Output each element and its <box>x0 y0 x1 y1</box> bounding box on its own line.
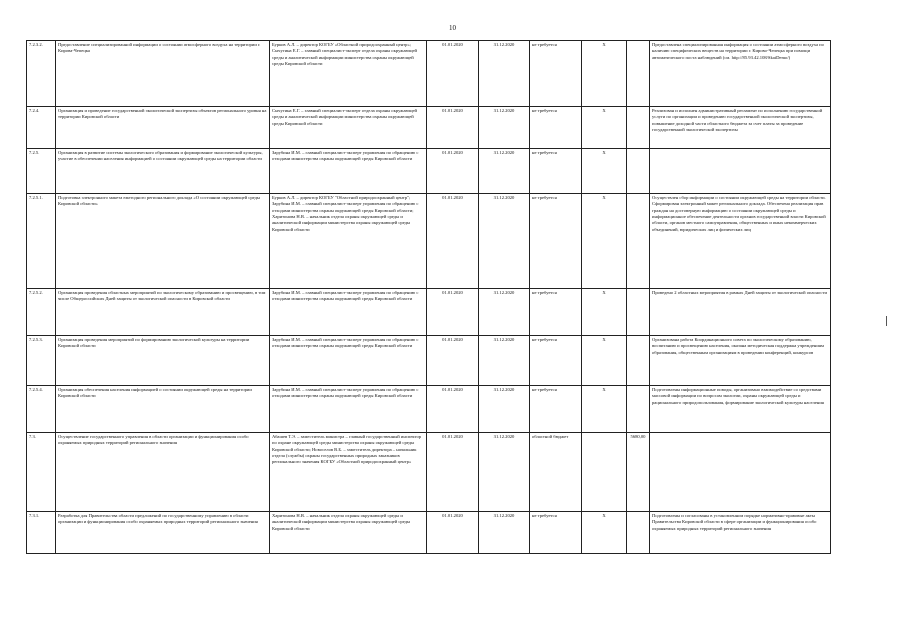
mark-cell: X <box>582 512 627 554</box>
mark-cell: X <box>582 41 627 107</box>
mark-cell: X <box>582 336 627 386</box>
responsible-cell: Зарубина И.М. – главный специалист-эксперт управления по обращению с отходами министерства охраны окружающей среды Кировской области <box>270 336 427 386</box>
margin-mark <box>886 316 887 326</box>
mark-cell: X <box>582 107 627 149</box>
start-date-cell: 01.01.2020 <box>427 512 479 554</box>
row-number: 7.2.5.3. <box>27 336 56 386</box>
start-date-cell: 01.01.2020 <box>427 194 479 289</box>
row-number: 7.2.3.2. <box>27 41 56 107</box>
result-cell <box>650 433 831 512</box>
mark-cell <box>582 433 627 512</box>
event-cell: Организация проведения мероприятий по формированию экологической культуры на территории Кировской области <box>56 336 270 386</box>
start-date-cell: 01.01.2020 <box>427 107 479 149</box>
row-number: 7.2.4. <box>27 107 56 149</box>
funding-source-cell: не требуется <box>530 41 582 107</box>
table-row <box>27 194 831 289</box>
amount-cell <box>627 386 650 433</box>
mark-cell: X <box>582 289 627 336</box>
funding-source-cell: не требуется <box>530 512 582 554</box>
table-row <box>27 386 831 433</box>
funding-source-cell: не требуется <box>530 336 582 386</box>
page-number: 10 <box>449 24 456 32</box>
table-row <box>27 289 831 336</box>
mark-cell: X <box>582 149 627 194</box>
table-row <box>27 41 831 107</box>
row-number: 7.2.5.2. <box>27 289 56 336</box>
start-date-cell: 01.01.2020 <box>427 386 479 433</box>
start-date-cell: 01.01.2020 <box>427 149 479 194</box>
responsible-cell: Харитонова Н.В. – начальник отдела охраны окружающей среды и аналитической информации министерства охраны окружающей среды Кировской области <box>270 512 427 554</box>
funding-source-cell: не требуется <box>530 289 582 336</box>
funding-source-cell: не требуется <box>530 107 582 149</box>
result-cell: Предоставлена специализированная информация о состоянии атмосферного воздуха по наличию специфических веществ на территории г. Кирово-Чепецка при помощи автоматического поста наблюдений (см. http://85.93.42.108/SkaiDemo/) <box>650 41 831 107</box>
amount-cell: 5680,00 <box>627 433 650 512</box>
event-cell: Организация в развитие системы экологического образования и формирование экологической культуры, участие в обеспечении населения информацией о состоянии окружающей среды на территории области <box>56 149 270 194</box>
responsible-cell: Зарубина И.М. – главный специалист-эксперт управления по обращению с отходами министерства охраны окружающей среды Кировской области <box>270 289 427 336</box>
amount-cell <box>627 289 650 336</box>
funding-source-cell: областной бюджет <box>530 433 582 512</box>
result-cell: Подготовлены и согласованы в установленном порядке нормативно-правовые акты Правительства Кировской области в сфере организации и функционирования особо охраняемых природных территорий регионального значения <box>650 512 831 554</box>
end-date-cell: 31.12.2020 <box>479 336 530 386</box>
row-number: 7.2.5.1. <box>27 194 56 289</box>
start-date-cell: 01.01.2020 <box>427 289 479 336</box>
start-date-cell: 01.01.2020 <box>427 433 479 512</box>
result-cell: Осуществлен сбор информации о состоянии окружающей среды на территории области. Сформирован электронный макет регионального доклада. Обеспечена реализация прав граждан на достоверную информацию о состоянии окружающей среды и информационное обеспечение деятельности органов государственной власти Кировской области, органов местного самоуправления, общественных и иных некоммерческих объединений, юридических лиц и физических лиц <box>650 194 831 289</box>
event-cell: Предоставление специализированной информации о состоянии атмосферного воздуха на территории г. Кирова-Чепецка <box>56 41 270 107</box>
plan-table <box>26 40 831 554</box>
end-date-cell: 31.12.2020 <box>479 41 530 107</box>
responsible-cell: Зарубина И.М. – главный специалист-эксперт управления по обращению с отходами министерства охраны окружающей среды Кировской области <box>270 386 427 433</box>
amount-cell <box>627 194 650 289</box>
table-row <box>27 336 831 386</box>
amount-cell <box>627 336 650 386</box>
result-cell: Организована работа Координационного совета по экологическому образованию, воспитанию и просвещению населения, оказана методическая поддержка учреждениям образования, общественным организациям в проведении конференций, конкурсов <box>650 336 831 386</box>
table-row <box>27 107 831 149</box>
mark-cell: X <box>582 386 627 433</box>
result-cell <box>650 149 831 194</box>
amount-cell <box>627 512 650 554</box>
mark-cell: X <box>582 194 627 289</box>
row-number: 7.2.5. <box>27 149 56 194</box>
responsible-cell: Зарубина И.М. – главный специалист-эксперт управления по обращению с отходами министерства охраны окружающей среды Кировской области <box>270 149 427 194</box>
table-row <box>27 512 831 554</box>
end-date-cell: 31.12.2020 <box>479 512 530 554</box>
event-cell: Осуществление государственного управления в области организации и функционирования особо охраняемых природных территорий регионального значения <box>56 433 270 512</box>
end-date-cell: 31.12.2020 <box>479 289 530 336</box>
end-date-cell: 31.12.2020 <box>479 386 530 433</box>
funding-source-cell: не требуется <box>530 194 582 289</box>
result-cell: Реализован и исполнен административный регламент по исполнению государственной услуги по организации и проведению государственной экологической экспертизы, повышение доходной части областного бюджета за счет платы за проведение государственной экологической экспертизы <box>650 107 831 149</box>
funding-source-cell: не требуется <box>530 149 582 194</box>
amount-cell <box>627 107 650 149</box>
event-cell: Организация и проведение государственной экологической экспертизы объектов регионального уровня на территории Кировской области <box>56 107 270 149</box>
responsible-cell: Бурков А.Л. – директор КОГБУ «Областной природоохранный центр»; Сычугина Е.Г. – главный специалист-эксперт отдела охраны окружающей среды и аналитической информации министерства охраны окружающей среды Кировской области <box>270 41 427 107</box>
event-cell: Разработка для Правительства области предложений по государственному управлению в области организации и функционирования особо охраняемых природных территорий регионального значения <box>56 512 270 554</box>
event-cell: Подготовка электронного макета ежегодного регионального доклада «О состоянии окружающей среды Кировской области» <box>56 194 270 289</box>
end-date-cell: 31.12.2020 <box>479 433 530 512</box>
amount-cell <box>627 149 650 194</box>
result-cell: Проведено 2 областных мероприятия в рамках Дней защиты от экологической опасности <box>650 289 831 336</box>
responsible-cell: Абашев Т.Э. – заместитель министра – главный государственный инспектор по охране окружающей среды министерства охраны окружающей среды Кировской области; Новоселов В.Б. – заместитель директора – начальник отдела (службы) охраны государственных природных заказников регионального значения КОГБУ «Областной природоохранный центр» <box>270 433 427 512</box>
amount-cell <box>627 41 650 107</box>
start-date-cell: 01.01.2020 <box>427 41 479 107</box>
result-cell: Подготовлены информационные поводы, организовано взаимодействие со средствами массовой информации по вопросам экологии, охраны окружающей среды и рационального природопользования, формирование экологической культуры населения <box>650 386 831 433</box>
responsible-cell: Бурков А.Л. – директор КОГБУ "Областной природоохранный центр"; Зарубина И.М. – главный специалист-эксперт управления по обращению с отходами министерства охраны окружающей среды Кировской области; Харитонова Н.В. – начальник отдела охраны окружающей среды и аналитической информации министерства охраны окружающей среды Кировской области <box>270 194 427 289</box>
event-cell: Организация проведения областных мероприятий по экологическому образованию и просвещению, в том числе Общероссийских Дней защиты от экологической опасности в Кировской области <box>56 289 270 336</box>
table-row <box>27 433 831 512</box>
funding-source-cell: не требуется <box>530 386 582 433</box>
responsible-cell: Сычугина Е.Г. – главный специалист-эксперт отдела охраны окружающей среды и аналитической информации министерства охраны окружающей среды Кировской области <box>270 107 427 149</box>
end-date-cell: 31.12.2020 <box>479 149 530 194</box>
start-date-cell: 01.01.2020 <box>427 336 479 386</box>
end-date-cell: 31.12.2020 <box>479 194 530 289</box>
table-row <box>27 149 831 194</box>
row-number: 7.2.5.4. <box>27 386 56 433</box>
row-number: 7.3.1. <box>27 512 56 554</box>
row-number: 7.3. <box>27 433 56 512</box>
event-cell: Организация обеспечения населения информацией о состоянии окружающей среды на территории Кировской области <box>56 386 270 433</box>
end-date-cell: 31.12.2020 <box>479 107 530 149</box>
